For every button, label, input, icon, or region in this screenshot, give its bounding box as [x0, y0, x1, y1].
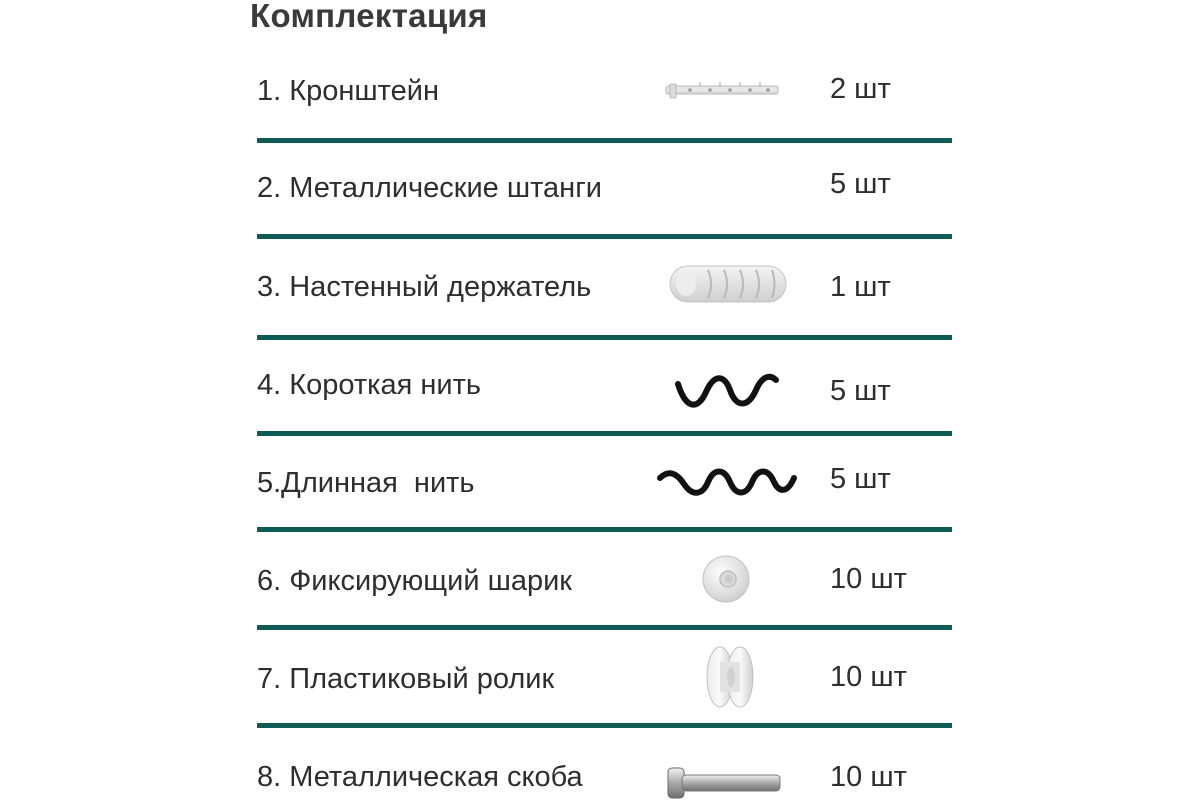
bracket-icon [664, 78, 782, 104]
item-qty-4: 5 шт [830, 375, 891, 407]
item-qty-6: 10 шт [830, 563, 907, 595]
item-name-8: 8. Металлическая скоба [257, 761, 583, 793]
item-qty-8: 10 шт [830, 761, 907, 793]
row-divider [257, 234, 952, 239]
row-divider [257, 335, 952, 340]
item-qty-7: 10 шт [830, 661, 907, 693]
wall-holder-icon [668, 262, 788, 306]
plastic-roller-icon [704, 644, 756, 710]
item-name-4: 4. Короткая нить [257, 369, 481, 401]
fixing-ball-icon [700, 554, 752, 604]
item-qty-3: 1 шт [830, 271, 891, 303]
row-divider [257, 723, 952, 728]
item-name-3: 3. Настенный держатель [257, 271, 592, 303]
item-name-5: 5.Длинная нить [257, 467, 475, 499]
item-name-1: 1. Кронштейн [257, 75, 439, 107]
row-divider [257, 431, 952, 436]
row-divider [257, 138, 952, 143]
metal-pin-icon [664, 766, 784, 800]
short-thread-icon [672, 370, 780, 412]
item-qty-5: 5 шт [830, 463, 891, 495]
long-thread-icon [654, 460, 800, 502]
item-qty-2: 5 шт [830, 168, 891, 200]
row-divider [257, 527, 952, 532]
item-name-7: 7. Пластиковый ролик [257, 663, 555, 695]
page-title: Комплектация [250, 0, 488, 34]
item-name-6: 6. Фиксирующий шарик [257, 565, 572, 597]
row-divider [257, 625, 952, 630]
item-qty-1: 2 шт [830, 73, 891, 105]
item-name-2: 2. Металлические штанги [257, 172, 602, 204]
